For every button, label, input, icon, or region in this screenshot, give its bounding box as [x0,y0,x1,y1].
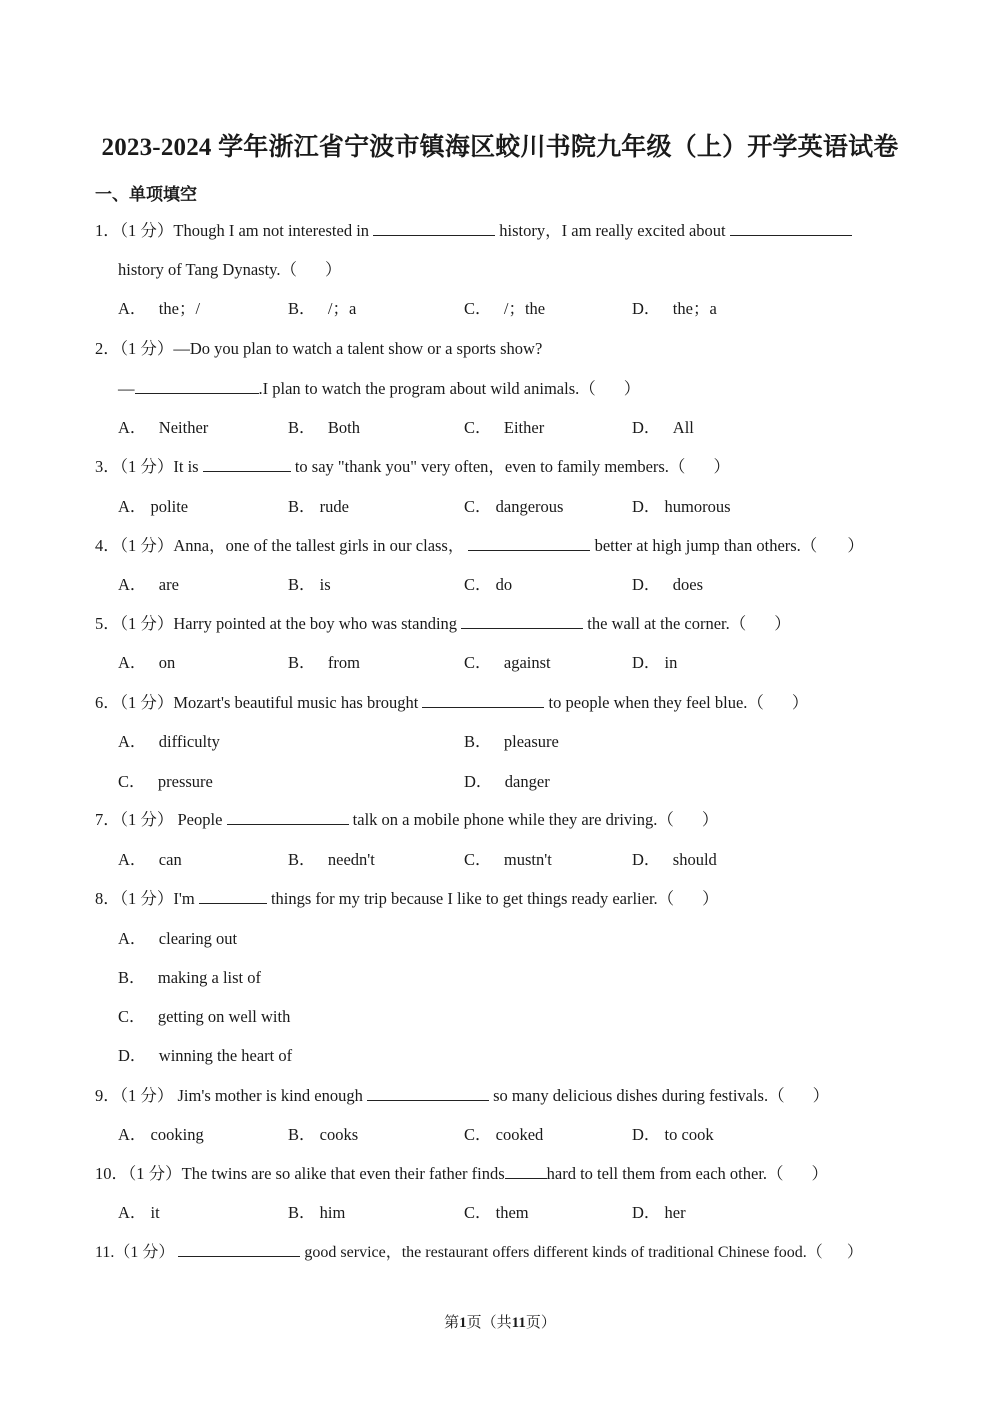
question-5 [95,613,791,635]
question-2 [95,338,542,360]
question-2-line2 [118,378,640,400]
question-text: People [177,810,223,829]
option-b[interactable]: B． cooks [288,1125,359,1144]
answer-paren: ） [623,379,641,398]
page-footer [0,1311,1000,1332]
question-8 [95,888,719,910]
option-b[interactable]: B． making a list of [118,968,261,987]
answer-paren: ） [702,889,719,908]
question-score: （1 分） [119,339,174,358]
question-4 [95,535,864,557]
question-text: good service，the restaurant offers different kinds of traditional Chinese food.（ [304,1244,823,1261]
question-number: 3． [95,457,120,476]
question-number: 9． [95,1086,120,1105]
question-text: Though I am not interested in [173,221,370,240]
question-number: 6． [95,693,120,712]
option-d[interactable]: D． the；a [632,299,717,318]
answer-paren: ） [791,693,809,712]
question-11 [95,1242,863,1264]
option-c[interactable]: C． /；the [464,299,546,318]
question-6 [95,692,808,714]
question-text: the wall at the corner.（ [587,614,747,633]
question-text: better at high jump than others.（ [594,536,818,555]
question-number: 5． [95,614,120,633]
option-b[interactable]: B． from [288,653,360,672]
question-text: history，I am really excited about [499,221,726,240]
question-text: to say "thank you" very often，even to family members.（ [294,457,686,476]
answer-paren: ） [713,457,730,476]
question-text: things for my trip because I like to get things ready earlier.（ [270,889,675,908]
question-score: （1 分） [119,221,174,240]
question-number: 10． [95,1164,128,1183]
option-d[interactable]: D． danger [464,772,550,791]
answer-paren: ） [774,614,791,633]
option-d[interactable]: D． winning the heart of [118,1046,293,1065]
answer-blank [199,889,267,904]
option-d[interactable]: D． humorous [632,497,731,516]
question-text: talk on a mobile phone while they are driving.（ [352,810,674,829]
answer-blank [422,693,544,708]
footer-text: 第 [444,1315,460,1331]
option-c[interactable]: C． cooked [464,1125,544,1144]
answer-paren: ） [324,260,342,279]
option-a[interactable]: A． are [118,575,179,594]
option-c[interactable]: C． do [464,575,513,594]
question-number: 2． [95,339,120,358]
answer-blank [135,379,259,394]
question-score: （1 分） [119,457,174,476]
footer-text: 页（共 [466,1315,512,1331]
option-c[interactable]: C． pressure [118,772,213,791]
option-c[interactable]: C． mustn't [464,850,552,869]
option-b[interactable]: B． needn't [288,850,375,869]
answer-blank [227,810,349,825]
exam-title: 2023-2024 学年浙江省宁波市镇海区蛟川书院九年级（上）开学英语试卷 [101,134,899,161]
question-text: to people when they feel blue.（ [548,693,764,712]
question-1 [95,220,852,242]
option-a[interactable]: A． clearing out [118,929,238,948]
question-number: 11. [95,1244,115,1261]
answer-blank [373,221,495,236]
question-number: 8． [95,889,120,908]
answer-paren: ） [701,810,719,829]
answer-paren: ） [812,1086,830,1105]
section-heading: 一、单项填空 [95,185,197,204]
question-score: （1 分） [128,1164,182,1183]
option-c[interactable]: C． dangerous [464,497,564,516]
question-text: Jim's mother is kind enough [177,1086,363,1105]
question-score: （1 分） [119,1086,174,1105]
option-c[interactable]: C． them [464,1203,529,1222]
option-b[interactable]: B． pleasure [464,732,559,751]
answer-blank [505,1164,547,1179]
option-c[interactable]: C． getting on well with [118,1007,291,1026]
answer-paren: ） [811,1164,829,1183]
question-text: It is [173,457,199,476]
answer-paren: ） [846,1244,863,1261]
option-b[interactable]: B． is [288,575,331,594]
dialog-dash: — [118,379,135,398]
option-a[interactable]: A． it [118,1203,160,1222]
option-c[interactable]: C． Either [464,418,545,437]
question-text: The twins are so alike that even their father finds [181,1164,505,1183]
option-d[interactable]: D． should [632,850,717,869]
question-score: （1 分） [119,693,174,712]
option-b[interactable]: B． rude [288,497,349,516]
answer-blank [468,536,590,551]
answer-blank [178,1242,300,1257]
question-number: 1． [95,221,120,240]
option-d[interactable]: D． her [632,1203,686,1222]
answer-paren: ） [847,536,864,555]
option-d[interactable]: D． in [632,653,678,672]
question-text: Anna，one of the tallest girls in our class， [173,536,465,555]
option-d[interactable]: D． does [632,575,704,594]
current-page-number: 1 [459,1315,467,1331]
question-score: （1 分） [114,1244,175,1261]
question-text: hard to tell them from each other.（ [546,1164,784,1183]
answer-blank [461,614,583,629]
answer-blank [367,1086,489,1101]
question-text: history of Tang Dynasty.（ [118,260,297,279]
question-score: （1 分） [119,889,174,908]
option-b[interactable]: B． him [288,1203,346,1222]
question-text: Mozart's beautiful music has brought [173,693,419,712]
option-a[interactable]: A． on [118,653,176,672]
option-d[interactable]: D． All [632,418,694,437]
option-a[interactable]: A． cooking [118,1125,204,1144]
question-score: （1 分） [119,614,174,633]
question-score: （1 分） [119,536,174,555]
option-a[interactable]: A． the；/ [118,299,201,318]
option-a[interactable]: A． difficulty [118,732,220,751]
question-7 [95,809,718,831]
option-c[interactable]: C． against [464,653,551,672]
question-number: 4． [95,536,120,555]
answer-blank [730,221,852,236]
question-3 [95,456,730,478]
question-text: so many delicious dishes during festivals.（ [493,1086,785,1105]
option-a[interactable]: A． polite [118,497,189,516]
question-text: I'm [173,889,195,908]
question-text: Harry pointed at the boy who was standing [173,614,458,633]
footer-text: 页） [525,1315,556,1331]
question-number: 7． [95,810,120,829]
option-b[interactable]: B． Both [288,418,360,437]
answer-blank [203,457,291,472]
question-text: —Do you plan to watch a talent show or a sports show? [173,339,543,358]
question-1-line2 [118,259,341,281]
option-b[interactable]: B． /；a [288,299,357,318]
option-a[interactable]: A． Neither [118,418,209,437]
option-d[interactable]: D． to cook [632,1125,714,1144]
question-text: .I plan to watch the program about wild animals.（ [258,379,596,398]
question-9 [95,1085,829,1107]
option-a[interactable]: A． can [118,850,182,869]
question-10 [95,1163,828,1185]
total-pages-number: 11 [511,1315,526,1331]
question-score: （1 分） [119,810,174,829]
